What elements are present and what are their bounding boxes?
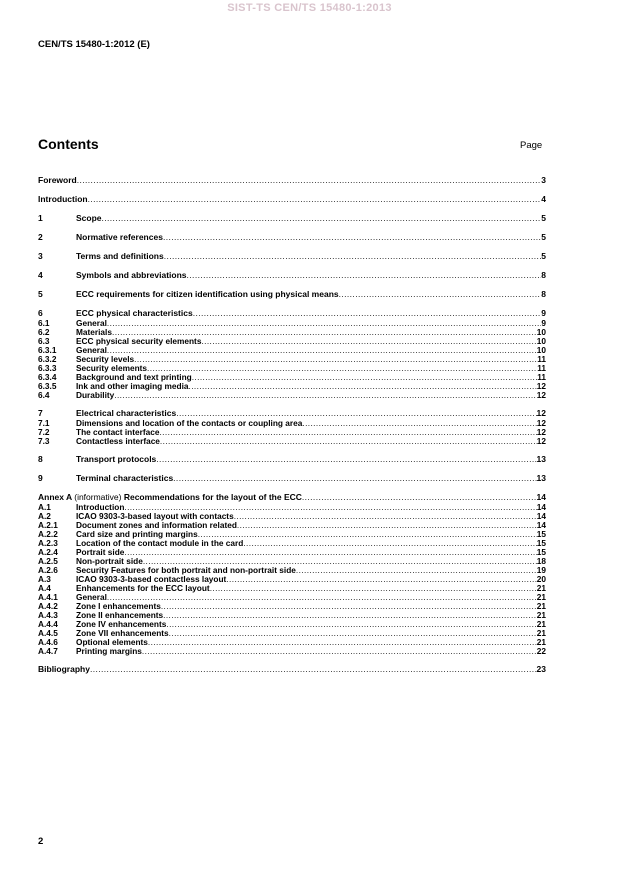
toc-entry-title: Introduction (38, 194, 88, 204)
toc-leader-dots (201, 337, 536, 346)
toc-leader-dots (163, 611, 537, 620)
toc-entry-title: Durability (76, 390, 115, 400)
toc-entry-title: Security elements (76, 363, 148, 373)
toc-leader-dots (243, 539, 536, 548)
toc-leader-dots (114, 391, 537, 400)
toc-leader-dots (148, 638, 537, 647)
toc-entry-page: 10 (536, 345, 546, 355)
toc-entry-title: Enhancements for the ECC layout (76, 583, 210, 593)
toc-entry[interactable] (38, 453, 546, 465)
toc-entry[interactable] (38, 472, 546, 484)
toc-leader-dots (77, 174, 542, 186)
toc-entry-title: ECC physical security elements (76, 336, 202, 346)
toc-entry-page: 23 (536, 664, 546, 674)
toc-entry-number: 6.2 (38, 327, 50, 337)
toc-entry-page: 14 (536, 492, 546, 502)
toc-entry-page: 15 (536, 538, 546, 548)
toc-entry-title: Background and text printing (76, 372, 192, 382)
toc-entry-number: A.4.4 (38, 619, 58, 629)
toc-entry-title: Card size and printing margins (76, 529, 198, 539)
toc-entry-page: 12 (536, 418, 546, 428)
toc-entry-page: 9 (541, 318, 546, 328)
toc-entry-number: 7.1 (38, 418, 50, 428)
toc-entry-title: Optional elements (76, 637, 148, 647)
toc-leader-dots (193, 307, 542, 319)
toc-entry-page: 13 (536, 454, 546, 464)
toc-entry-title: Document zones and information related (76, 520, 237, 530)
document-id: CEN/TS 15480-1:2012 (E) (38, 39, 150, 50)
toc-entry-title: Zone IV enhancements (76, 619, 167, 629)
toc-entry-title: Terminal characteristics (76, 473, 174, 483)
toc-entry-title: Zone I enhancements (76, 601, 161, 611)
toc-entry[interactable] (38, 647, 546, 656)
toc-entry-title: Dimensions and location of the contacts or coupling area (76, 418, 303, 428)
toc-entry-page: 21 (536, 583, 546, 593)
toc-entry-number: 6.3.5 (38, 381, 57, 391)
toc-entry-number: A.2.6 (38, 565, 58, 575)
toc-entry-number: A.1 (38, 502, 51, 512)
toc-leader-dots (134, 355, 537, 364)
toc-entry[interactable] (38, 250, 546, 262)
toc-entry-number: 6 (38, 308, 43, 318)
toc-entry[interactable] (38, 584, 546, 593)
toc-entry-page: 5 (541, 251, 546, 261)
toc-leader-dots (124, 548, 536, 557)
toc-leader-dots (107, 346, 537, 355)
toc-entry-title: Portrait side (76, 547, 125, 557)
toc-entry-page: 12 (536, 408, 546, 418)
toc-entry-page: 13 (536, 473, 546, 483)
toc-entry-number: 1 (38, 213, 43, 223)
toc-entry-title: The contact interface (76, 427, 160, 437)
toc-entry-page: 10 (536, 336, 546, 346)
toc-entry[interactable] (38, 337, 546, 346)
toc-entry-title: Scope (76, 213, 102, 223)
toc-leader-dots (147, 364, 537, 373)
toc-entry-number: 4 (38, 270, 43, 280)
toc-entry-title: Zone II enhancements (76, 610, 164, 620)
toc-entry-number: A.2.4 (38, 547, 58, 557)
toc-leader-dots (226, 575, 536, 584)
toc-entry[interactable] (38, 288, 546, 300)
toc-entry-page: 18 (536, 556, 546, 566)
toc-entry-page: 14 (536, 502, 546, 512)
toc-entry-title: Zone VII enhancements (76, 628, 169, 638)
table-of-contents (38, 174, 546, 675)
toc-entry-number: 7.2 (38, 427, 50, 437)
toc-entry[interactable] (38, 382, 546, 391)
toc-leader-dots (173, 472, 536, 484)
toc-entry-title: Security Features for both portrait and non-portrait side (76, 565, 296, 575)
toc-entry-page: 14 (536, 520, 546, 530)
toc-entry-number: A.2.2 (38, 529, 58, 539)
toc-entry-page: 21 (536, 637, 546, 647)
toc-entry-page: 21 (536, 628, 546, 638)
toc-leader-dots (198, 530, 537, 539)
toc-entry-title: ICAO 9303-3-based contactless layout (76, 574, 227, 584)
toc-entry-title: Normative references (76, 232, 163, 242)
toc-leader-dots (90, 663, 537, 675)
toc-leader-dots (88, 193, 542, 205)
page-column-label: Page (520, 140, 543, 151)
toc-entry-number: 6.3 (38, 336, 50, 346)
toc-entry-title: Printing margins (76, 646, 142, 656)
toc-entry-title-informative: (informative) (74, 492, 122, 502)
toc-leader-dots (142, 647, 537, 656)
toc-entry[interactable] (38, 307, 546, 319)
toc-entry-number: A.2.1 (38, 520, 58, 530)
toc-entry-number: A.4.5 (38, 628, 58, 638)
toc-entry-page: 3 (541, 175, 546, 185)
toc-leader-dots (164, 250, 542, 262)
toc-entry-title: ECC requirements for citizen identification using physical means (76, 289, 339, 299)
toc-entry-page: 9 (541, 308, 546, 318)
toc-entry-page: 21 (536, 592, 546, 602)
toc-entry-number: 6.1 (38, 318, 50, 328)
page-number: 2 (38, 836, 44, 847)
toc-entry-page: 12 (536, 381, 546, 391)
toc-leader-dots (160, 437, 537, 446)
toc-entry-title: Location of the contact module in the card (76, 538, 244, 548)
toc-entry-number: 7.3 (38, 436, 50, 446)
toc-entry-number: 2 (38, 232, 43, 242)
toc-entry-number: 3 (38, 251, 43, 261)
toc-entry[interactable] (38, 663, 546, 675)
toc-entry-page: 19 (536, 565, 546, 575)
toc-entry-page: 11 (537, 372, 546, 382)
watermark: SIST-TS CEN/TS 15480-1:2013 (227, 2, 392, 14)
toc-entry-page: 12 (536, 436, 546, 446)
toc-leader-dots (102, 212, 542, 224)
toc-entry-title: Bibliography (38, 664, 90, 674)
toc-entry-title: Terms and definitions (76, 251, 164, 261)
toc-entry-title: ECC physical characteristics (76, 308, 193, 318)
toc-entry-title: General (76, 318, 107, 328)
toc-entry-title: Symbols and abbreviations (76, 270, 187, 280)
toc-entry-page: 11 (537, 354, 546, 364)
toc-entry-number: A.3 (38, 574, 51, 584)
toc-entry-title: Introduction (76, 502, 125, 512)
toc-entry[interactable] (38, 212, 546, 224)
toc-leader-dots (189, 382, 537, 391)
toc-entry-title: Electrical characteristics (76, 408, 177, 418)
toc-entry-page: 11 (537, 363, 546, 373)
toc-leader-dots (234, 512, 537, 521)
toc-entry-number: 8 (38, 454, 43, 464)
toc-entry-page: 8 (541, 270, 546, 280)
toc-leader-dots (161, 602, 537, 611)
toc-entry-number: A.2.5 (38, 556, 58, 566)
toc-entry-title: General (76, 592, 107, 602)
toc-leader-dots (166, 620, 536, 629)
toc-entry[interactable] (38, 231, 546, 243)
toc-entry-number: A.4.1 (38, 592, 58, 602)
toc-entry-page: 21 (536, 610, 546, 620)
toc-entry-page: 15 (536, 547, 546, 557)
toc-entry-number: A.4.2 (38, 601, 58, 611)
toc-entry-page: 14 (536, 511, 546, 521)
toc-leader-dots (159, 428, 536, 437)
toc-leader-dots (163, 231, 541, 243)
toc-leader-dots (237, 521, 537, 530)
toc-entry-page: 8 (541, 289, 546, 299)
toc-entry-page: 4 (541, 194, 546, 204)
toc-entry-number: A.2 (38, 511, 51, 521)
toc-entry-page: 21 (536, 601, 546, 611)
toc-entry-page: 15 (536, 529, 546, 539)
toc-entry-number: 6.4 (38, 390, 50, 400)
toc-entry-title: ICAO 9303-3-based layout with contacts (76, 511, 234, 521)
toc-entry-title: Transport protocols (76, 454, 157, 464)
toc-entry-number: 9 (38, 473, 43, 483)
toc-entry-page: 12 (536, 427, 546, 437)
toc-entry-title: Non-portrait side (76, 556, 143, 566)
toc-leader-dots (296, 566, 537, 575)
toc-entry-number: 5 (38, 289, 43, 299)
toc-leader-dots (302, 419, 536, 428)
toc-entry-page: 21 (536, 619, 546, 629)
toc-entry-page: 10 (536, 327, 546, 337)
toc-entry-number: 6.3.4 (38, 372, 57, 382)
toc-entry-title: Security levels (76, 354, 135, 364)
toc-entry-number: A.4.7 (38, 646, 58, 656)
toc-leader-dots (210, 584, 537, 593)
toc-entry-page: 5 (541, 213, 546, 223)
toc-entry-number: A.4.6 (38, 637, 58, 647)
toc-entry-title: General (76, 345, 107, 355)
toc-entry[interactable] (38, 269, 546, 281)
toc-leader-dots (339, 288, 542, 300)
toc-entry-page: 22 (536, 646, 546, 656)
toc-entry-title: Ink and other imaging media (76, 381, 189, 391)
toc-entry-title: Materials (76, 327, 112, 337)
toc-entry-number: A.4 (38, 583, 51, 593)
toc-entry-number: 6.3.3 (38, 363, 57, 373)
toc-entry-title-rest: Recommendations for the layout of the ECC (123, 492, 302, 502)
toc-entry-number: 6.3.1 (38, 345, 57, 355)
toc-entry-number: 6.3.2 (38, 354, 57, 364)
toc-entry-page: 5 (541, 232, 546, 242)
toc-entry[interactable] (38, 437, 546, 446)
toc-leader-dots (302, 491, 537, 503)
toc-entry-title: Foreword (38, 175, 77, 185)
toc-entry-page: 12 (536, 390, 546, 400)
toc-leader-dots (187, 269, 542, 281)
toc-entry-title: Contactless interface (76, 436, 160, 446)
toc-entry[interactable] (38, 174, 546, 186)
toc-leader-dots (192, 373, 538, 382)
toc-leader-dots (169, 629, 537, 638)
toc-leader-dots (156, 453, 536, 465)
toc-entry-number: A.4.3 (38, 610, 58, 620)
toc-leader-dots (107, 593, 537, 602)
toc-entry[interactable] (38, 391, 546, 400)
toc-leader-dots (107, 319, 541, 328)
page-title: Contents (38, 136, 99, 152)
toc-entry-number: A.2.3 (38, 538, 58, 548)
toc-entry-page: 20 (536, 574, 546, 584)
toc-entry[interactable] (38, 319, 546, 328)
toc-entry[interactable] (38, 193, 546, 205)
toc-entry-title-annex: Annex A (38, 492, 72, 502)
toc-entry-number: 7 (38, 408, 43, 418)
